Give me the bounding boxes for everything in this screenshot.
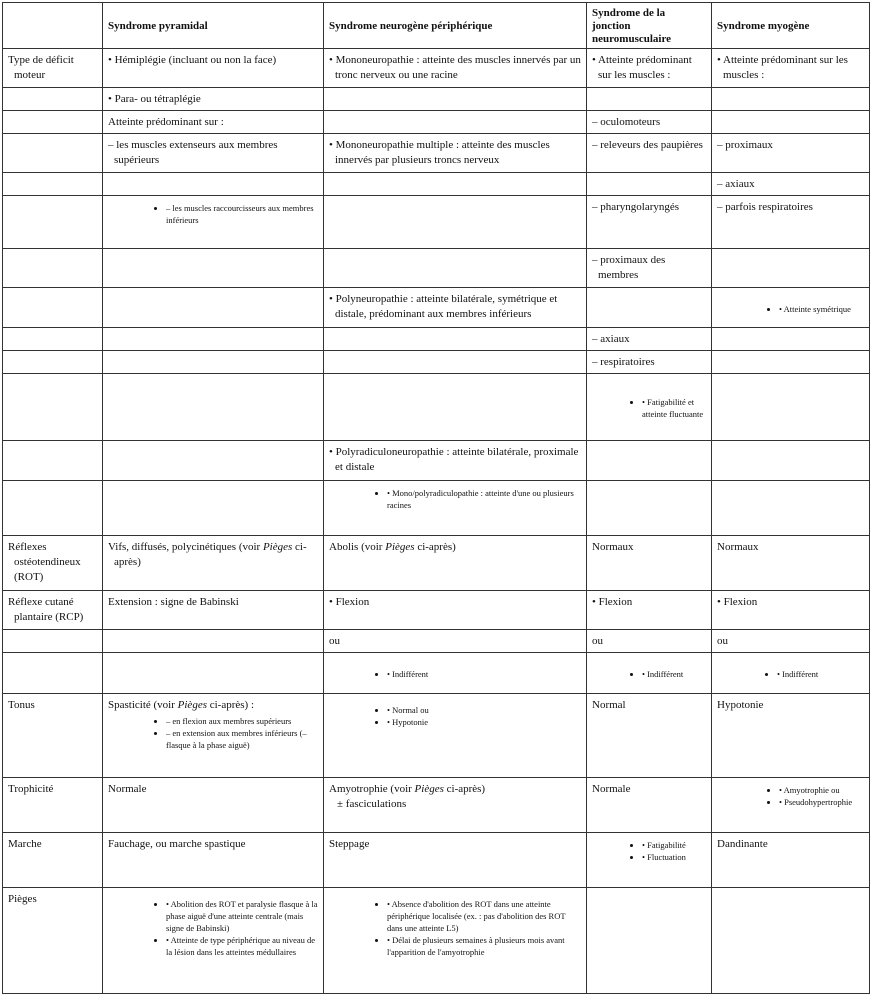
- list-item: • – en flexion aux membres supérieurs: [166, 715, 318, 727]
- cell: [3, 653, 103, 694]
- cell: [3, 111, 103, 134]
- list-item: • • Abolition des ROT et paralysie flasque à la phase aiguë d'une atteinte centrale (mais signe de Babinski): [166, 898, 318, 934]
- cell: Steppage: [324, 833, 587, 888]
- cell: • Mononeuropathie : atteinte des muscles innervés par un tronc nerveux ou une racine: [324, 49, 587, 88]
- row-label-rot: Réflexes ostéotendineux (ROT): [3, 536, 103, 591]
- cell: Normal: [587, 694, 712, 778]
- row-label-marche: Marche: [3, 833, 103, 888]
- cell: Normale: [587, 778, 712, 833]
- pieges-ref: Pièges: [385, 541, 415, 553]
- cell: [324, 653, 587, 694]
- cell: • Flexion: [712, 591, 870, 630]
- table-row: [3, 441, 870, 481]
- bullet-list: [592, 396, 706, 420]
- cell: [324, 328, 587, 351]
- cell: Hypotonie: [712, 694, 870, 778]
- list-item: • • Normal ou: [387, 704, 581, 716]
- list-item: • • Fatigabilité: [642, 839, 706, 851]
- cell: – axiaux: [587, 328, 712, 351]
- list-item: • • Indifférent: [642, 668, 706, 680]
- list-item: • – les muscles raccourcisseurs aux membres inférieurs: [166, 202, 318, 226]
- cell: [103, 374, 324, 441]
- text: ± fasciculations: [337, 798, 407, 810]
- row-label-trophicite: Trophicité: [3, 778, 103, 833]
- bullet-list: [329, 668, 581, 680]
- table-row: [3, 630, 870, 653]
- cell: [712, 441, 870, 481]
- cell: [3, 328, 103, 351]
- cell: ou: [712, 630, 870, 653]
- list-item: • • Hypotonie: [387, 716, 581, 728]
- bullet-list: [329, 898, 581, 958]
- pieges-ref: Pièges: [262, 541, 293, 553]
- cell: [3, 374, 103, 441]
- cell: • Polyneuropathie : atteinte bilatérale, symétrique et distale, prédominant aux membres inférieurs: [324, 288, 587, 328]
- cell: – respiratoires: [587, 351, 712, 374]
- table-row: [3, 173, 870, 196]
- cell: – pharyngolaryngés: [587, 196, 712, 249]
- cell: [587, 88, 712, 111]
- cell: • Hémiplégie (incluant ou non la face): [103, 49, 324, 88]
- row-label-rcp: Réflexe cutané plantaire (RCP): [3, 591, 103, 630]
- table-row: [3, 481, 870, 536]
- cell: [587, 288, 712, 328]
- table-row: [3, 888, 870, 994]
- cell: [324, 111, 587, 134]
- bullet-list: [717, 784, 864, 808]
- table-row: [3, 536, 870, 591]
- cell: [324, 173, 587, 196]
- header-row: [3, 3, 870, 49]
- cell: Normaux: [587, 536, 712, 591]
- cell: [587, 888, 712, 994]
- list-item: • • Absence d'abolition des ROT dans une atteinte périphérique localisée (ex. : pas d'abolition des ROT dans une atteinte L5): [387, 898, 581, 934]
- row-label-tonus: Tonus: [3, 694, 103, 778]
- cell: [3, 288, 103, 328]
- text: Abolis (voir: [329, 541, 386, 553]
- cell: [712, 88, 870, 111]
- bullet-list: [717, 668, 864, 680]
- cell: [324, 481, 587, 536]
- table-row: [3, 351, 870, 374]
- text: Amyotrophie (voir: [329, 783, 415, 795]
- cell: [587, 173, 712, 196]
- cell: [3, 196, 103, 249]
- cell: [103, 441, 324, 481]
- table-row: [3, 111, 870, 134]
- cell: [103, 481, 324, 536]
- cell: [712, 249, 870, 288]
- list-item: • • Atteinte de type périphérique au niveau de la lésion dans les atteintes médullaires: [166, 934, 318, 958]
- row-label-deficit: Type de déficit moteur: [3, 49, 103, 88]
- header-empty: [3, 3, 103, 49]
- header-jonction: Syndrome de la jonction neuromusculaire: [587, 3, 712, 49]
- cell: [712, 374, 870, 441]
- cell: [712, 653, 870, 694]
- cell: [324, 778, 587, 833]
- bullet-list: [108, 715, 318, 751]
- text: ci-après): [114, 541, 307, 568]
- cell: [103, 888, 324, 994]
- header-pyramidal: Syndrome pyramidal: [103, 3, 324, 49]
- cell: • Polyradiculoneuropathie : atteinte bilatérale, proximale et distale: [324, 441, 587, 481]
- cell: [103, 536, 324, 591]
- table-row: [3, 374, 870, 441]
- cell: [103, 694, 324, 778]
- cell: – proximaux des membres: [587, 249, 712, 288]
- cell: [3, 249, 103, 288]
- cell: [324, 374, 587, 441]
- cell: – oculomoteurs: [587, 111, 712, 134]
- bullet-list: [329, 487, 581, 511]
- cell: [587, 653, 712, 694]
- table-row: [3, 653, 870, 694]
- list-item: • • Atteinte symétrique: [779, 303, 864, 315]
- cell: Extension : signe de Babinski: [103, 591, 324, 630]
- bullet-list: [592, 668, 706, 680]
- header-neurogene: Syndrome neurogène périphérique: [324, 3, 587, 49]
- cell: [324, 196, 587, 249]
- bullet-list: [329, 704, 581, 728]
- bullet-list: [108, 898, 318, 958]
- text: Spasticité (voir: [108, 699, 178, 711]
- cell: Normaux: [712, 536, 870, 591]
- table-row: [3, 778, 870, 833]
- cell: [3, 351, 103, 374]
- comparison-table: [2, 2, 870, 994]
- list-item: • • Délai de plusieurs semaines à plusieurs mois avant l'apparition de l'amyotrophie: [387, 934, 581, 958]
- list-item: • – en extension aux membres inférieurs (– flasque à la phase aiguë): [166, 727, 318, 751]
- table-row: [3, 134, 870, 173]
- cell: [712, 778, 870, 833]
- text: [108, 698, 318, 713]
- table-row: [3, 833, 870, 888]
- cell: [103, 249, 324, 288]
- cell: [3, 481, 103, 536]
- table-row: [3, 49, 870, 88]
- cell: [587, 481, 712, 536]
- cell: [3, 441, 103, 481]
- table-row: [3, 591, 870, 630]
- text: ci-après) :: [206, 699, 255, 711]
- cell: [712, 481, 870, 536]
- cell: [324, 694, 587, 778]
- cell: Dandinante: [712, 833, 870, 888]
- text: Vifs, diffusés, polycinétiques (voir: [108, 541, 263, 553]
- list-item: • • Amyotrophie ou: [779, 784, 864, 796]
- pieges-ref: Pièges: [177, 699, 207, 711]
- table-row: [3, 249, 870, 288]
- cell: – proximaux: [712, 134, 870, 173]
- table-row: [3, 288, 870, 328]
- cell: • Mononeuropathie multiple : atteinte des muscles innervés par plusieurs troncs nerveux: [324, 134, 587, 173]
- cell: [324, 888, 587, 994]
- cell: Atteinte prédominant sur :: [103, 111, 324, 134]
- list-item: • • Mono/polyradiculopathie : atteinte d'une ou plusieurs racines: [387, 487, 581, 511]
- list-item: • • Fluctuation: [642, 851, 706, 863]
- cell: [324, 536, 587, 591]
- bullet-list: [592, 839, 706, 863]
- cell: • Atteinte prédominant sur les muscles :: [587, 49, 712, 88]
- cell: [712, 288, 870, 328]
- text: [329, 782, 581, 797]
- cell: Normale: [103, 778, 324, 833]
- text: ci-après): [443, 783, 486, 795]
- cell: [103, 173, 324, 196]
- cell: [103, 630, 324, 653]
- cell: ou: [324, 630, 587, 653]
- header-myogene: Syndrome myogène: [712, 3, 870, 49]
- bullet-list: [108, 202, 318, 226]
- cell: [103, 288, 324, 328]
- cell: [103, 653, 324, 694]
- table-row: [3, 328, 870, 351]
- cell: [712, 888, 870, 994]
- cell: [3, 630, 103, 653]
- bullet-list: [717, 303, 864, 315]
- cell: [3, 88, 103, 111]
- cell: • Atteinte prédominant sur les muscles :: [712, 49, 870, 88]
- list-item: • • Indifférent: [777, 668, 864, 680]
- cell: Fauchage, ou marche spastique: [103, 833, 324, 888]
- cell: • Para- ou tétraplégie: [103, 88, 324, 111]
- cell: [712, 111, 870, 134]
- cell: [103, 351, 324, 374]
- row-label-pieges: Pièges: [3, 888, 103, 994]
- cell: [324, 88, 587, 111]
- cell: [587, 441, 712, 481]
- cell: [712, 351, 870, 374]
- table-row: [3, 196, 870, 249]
- cell: • Flexion: [324, 591, 587, 630]
- cell: – parfois respiratoires: [712, 196, 870, 249]
- cell: [587, 374, 712, 441]
- cell: [103, 196, 324, 249]
- table-row: [3, 694, 870, 778]
- cell: [3, 173, 103, 196]
- cell: – les muscles extenseurs aux membres supérieurs: [103, 134, 324, 173]
- cell: [324, 249, 587, 288]
- cell: [3, 134, 103, 173]
- cell: [324, 351, 587, 374]
- list-item: • • Pseudohypertrophie: [779, 796, 864, 808]
- cell: – releveurs des paupières: [587, 134, 712, 173]
- cell: • Flexion: [587, 591, 712, 630]
- text: ci-après): [414, 541, 456, 553]
- cell: ou: [587, 630, 712, 653]
- cell: – axiaux: [712, 173, 870, 196]
- pieges-ref: Pièges: [414, 783, 444, 795]
- table-row: [3, 88, 870, 111]
- cell: [587, 833, 712, 888]
- list-item: • • Fatigabilité et atteinte fluctuante: [642, 396, 706, 420]
- cell: [712, 328, 870, 351]
- list-item: • • Indifférent: [387, 668, 581, 680]
- cell: [103, 328, 324, 351]
